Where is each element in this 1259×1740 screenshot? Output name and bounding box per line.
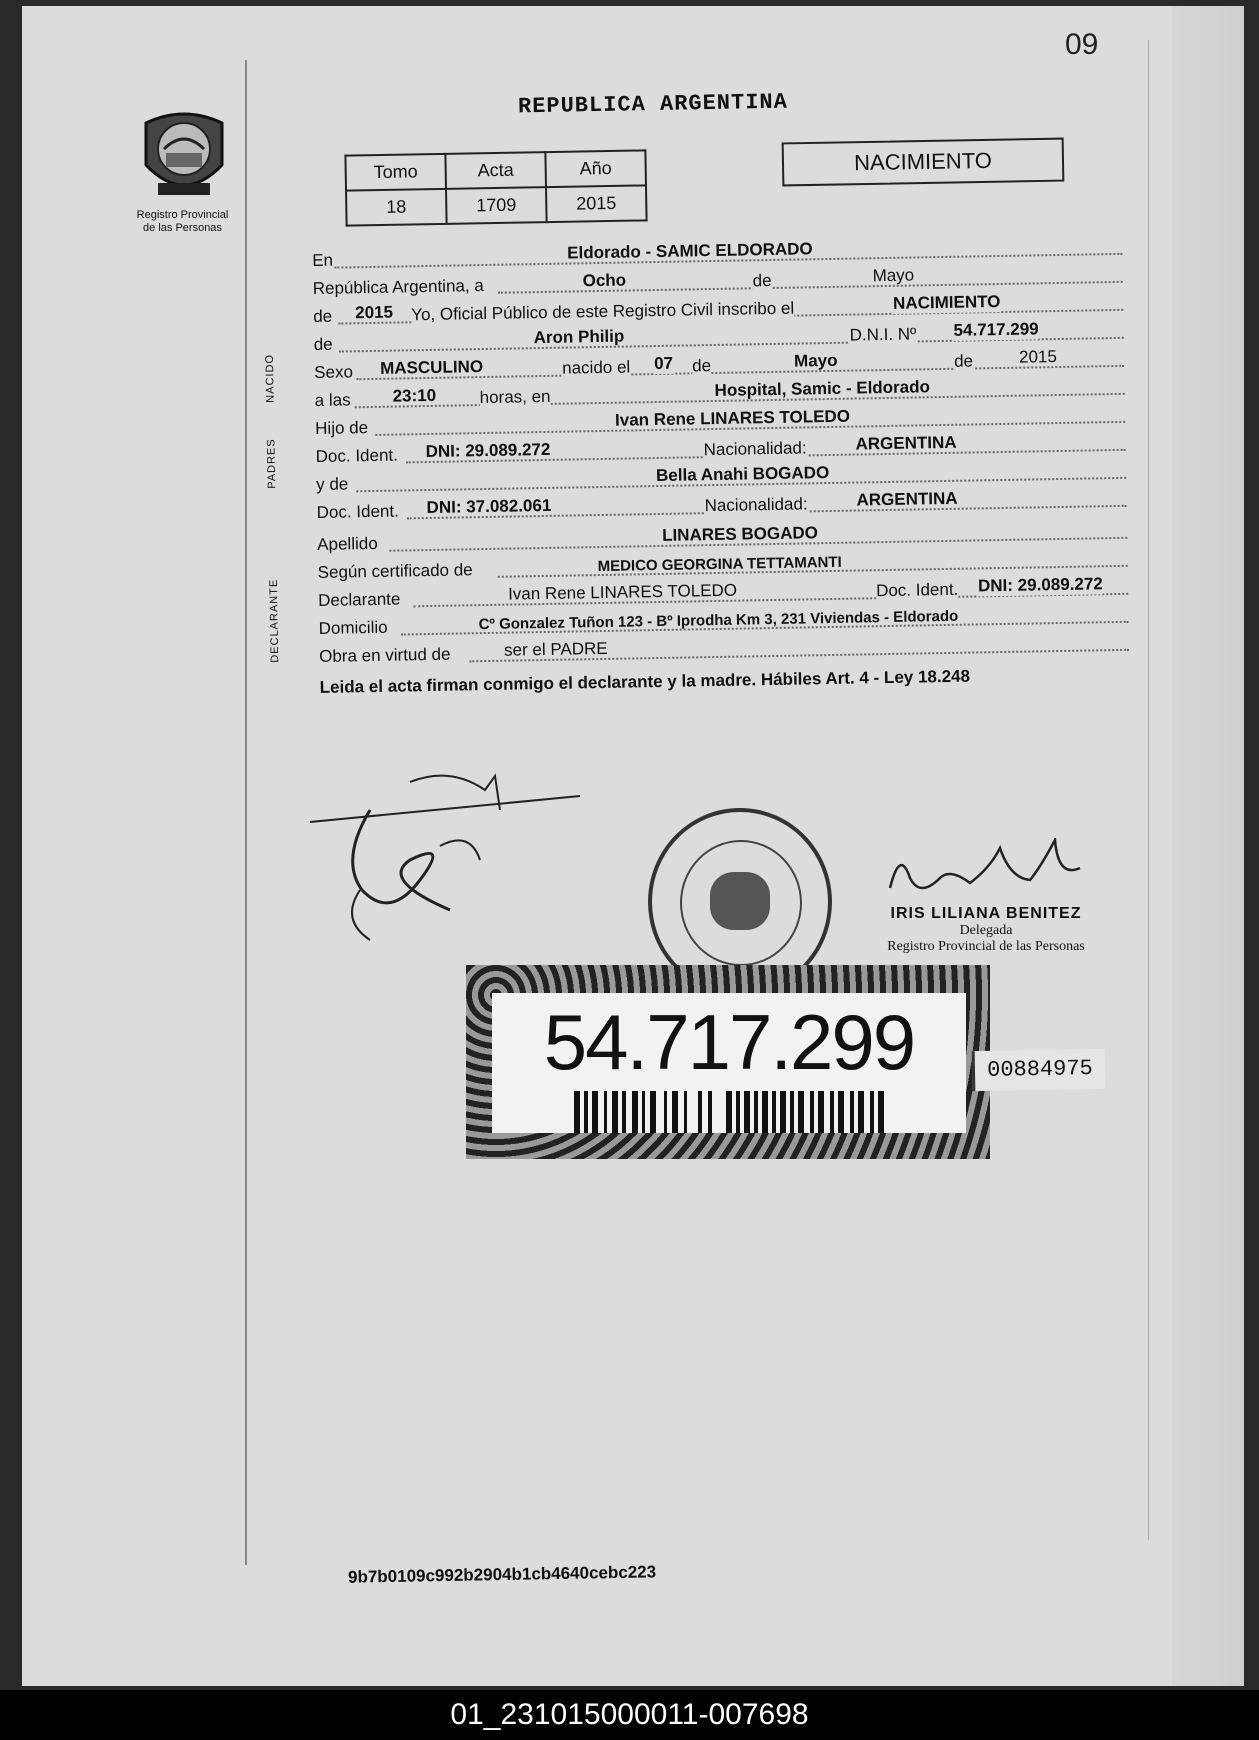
id-sticker bbox=[466, 965, 990, 1159]
name-value: Aron Philip bbox=[533, 326, 625, 348]
registry-logo bbox=[110, 105, 260, 235]
right-margin-line bbox=[1148, 40, 1149, 1540]
birth-place-value: Hospital, Samic - Eldorado bbox=[714, 377, 931, 400]
de-year-label: de bbox=[313, 306, 333, 326]
apellido-label: Apellido bbox=[317, 533, 378, 554]
de-month-label: de bbox=[691, 356, 712, 376]
birth-record-form bbox=[263, 232, 1130, 698]
record-table bbox=[344, 149, 647, 226]
barcode bbox=[574, 1091, 884, 1133]
value-tomo: 18 bbox=[346, 189, 447, 226]
value-acta: 1709 bbox=[446, 187, 547, 224]
header-acta: Acta bbox=[445, 152, 546, 189]
record-type-box: NACIMIENTO bbox=[782, 138, 1065, 187]
de-label: de bbox=[752, 270, 772, 291]
value-ano: 2015 bbox=[546, 185, 647, 222]
control-number: 00884975 bbox=[972, 1049, 1106, 1091]
header-ano: Año bbox=[545, 150, 646, 187]
father-nat-value: ARGENTINA bbox=[855, 432, 957, 454]
birth-day-value: 07 bbox=[653, 353, 674, 374]
stamp-emblem-icon bbox=[710, 872, 770, 930]
page-number: 09 bbox=[1065, 28, 1099, 61]
time-value: 23:10 bbox=[392, 385, 437, 406]
domicilio-label: Domicilio bbox=[318, 617, 388, 638]
father-doc-value: DNI: 29.089.272 bbox=[425, 439, 551, 462]
domicilio-value: Cº Gonzalez Tuñon 123 - Bº Iprodha Km 3, 231 Viviendas - Eldorado bbox=[478, 607, 959, 634]
mother-value: Bella Anahi BOGADO bbox=[655, 463, 830, 486]
nacido-el-label: nacido el bbox=[562, 357, 631, 378]
decl-doc-label: Doc. Ident. bbox=[875, 579, 959, 601]
sticker-number: 54.717.299 bbox=[543, 998, 915, 1086]
declarante-label: Declarante bbox=[318, 589, 401, 610]
official-org: Registro Provincial de las Personas bbox=[887, 939, 1085, 954]
horas-label: horas, en bbox=[479, 386, 551, 408]
official-role: Delegada bbox=[959, 923, 1013, 938]
decl-doc-value: DNI: 29.089.272 bbox=[977, 574, 1103, 596]
republica-label: República Argentina, a bbox=[312, 276, 484, 298]
registry-caption-line2: de las Personas bbox=[143, 222, 222, 234]
mother-doc-value: DNI: 37.082.061 bbox=[426, 495, 552, 518]
nacido-section-label: NACIDO bbox=[263, 353, 277, 403]
yde-label: y de bbox=[315, 474, 349, 494]
declarante-section-label: DECLARANTE bbox=[267, 578, 282, 663]
en-label: En bbox=[312, 250, 334, 270]
sticker-label bbox=[492, 993, 966, 1133]
record-table-header bbox=[345, 150, 646, 190]
father-nat-label: Nacionalidad: bbox=[703, 438, 807, 460]
de-name-label: de bbox=[313, 334, 333, 354]
header-tomo: Tomo bbox=[345, 154, 446, 191]
yo-text: Yo, Oficial Público de este Registro Civil inscribo el bbox=[411, 298, 795, 325]
birth-year-value: 2015 bbox=[1018, 347, 1058, 367]
surname-value: LINARES BOGADO bbox=[661, 523, 819, 545]
certificate-value: MEDICO GEORGINA TETTAMANTI bbox=[597, 553, 842, 576]
dni-value: 54.717.299 bbox=[953, 319, 1039, 340]
de-birthyear-label: de bbox=[953, 351, 974, 371]
place-value: Eldorado - SAMIC ELDORADO bbox=[566, 239, 813, 263]
declarante-value: Ivan Rene LINARES TOLEDO bbox=[507, 580, 738, 604]
registry-caption-line1: Registro Provincial bbox=[136, 209, 229, 221]
birth-month-value: Mayo bbox=[793, 350, 838, 371]
certificado-label: Según certificado de bbox=[317, 560, 473, 582]
margin-line bbox=[245, 60, 247, 1565]
inscribe-type-value: NACIMIENTO bbox=[892, 291, 1001, 313]
registry-caption bbox=[110, 209, 255, 235]
sexo-label: Sexo bbox=[314, 362, 354, 382]
hijo-label: Hijo de bbox=[315, 418, 369, 438]
mother-nat-value: ARGENTINA bbox=[856, 488, 958, 510]
document-title: REPUBLICA ARGENTINA bbox=[517, 89, 789, 120]
padres-section-label: PADRES bbox=[265, 438, 279, 489]
official-signature bbox=[880, 838, 1100, 908]
official-name: IRIS LILIANA BENITEZ bbox=[890, 905, 1082, 922]
closing-statement: Leida el acta firman conmigo el declarante y la madre. Hábiles Art. 4 - Ley 18.248 bbox=[319, 666, 971, 697]
document-hash: 9b7b0109c992b2904b1cb4640cebc223 bbox=[347, 1562, 657, 1587]
dni-label: D.N.I. Nº bbox=[849, 324, 917, 345]
year-value: 2015 bbox=[355, 302, 394, 323]
month-value: Mayo bbox=[872, 265, 915, 286]
obra-label: Obra en virtud de bbox=[318, 644, 451, 666]
father-value: Ivan Rene LINARES TOLEDO bbox=[614, 406, 851, 430]
father-doc-label: Doc. Ident. bbox=[315, 445, 399, 466]
scan-footer-id: 01_231015000011-007698 bbox=[0, 1690, 1259, 1740]
day-words-value: Ocho bbox=[582, 270, 627, 291]
obra-value: ser el PADRE bbox=[503, 638, 608, 660]
province-seal-icon bbox=[136, 105, 232, 205]
mother-nat-label: Nacionalidad: bbox=[704, 494, 808, 516]
declarant-signature bbox=[300, 770, 620, 960]
record-table-values bbox=[346, 185, 647, 225]
page-edge-shade bbox=[1172, 6, 1244, 1686]
a-las-label: a las bbox=[314, 390, 351, 410]
sexo-value: MASCULINO bbox=[379, 357, 484, 378]
mother-doc-label: Doc. Ident. bbox=[316, 501, 400, 522]
official-block bbox=[876, 905, 1096, 955]
